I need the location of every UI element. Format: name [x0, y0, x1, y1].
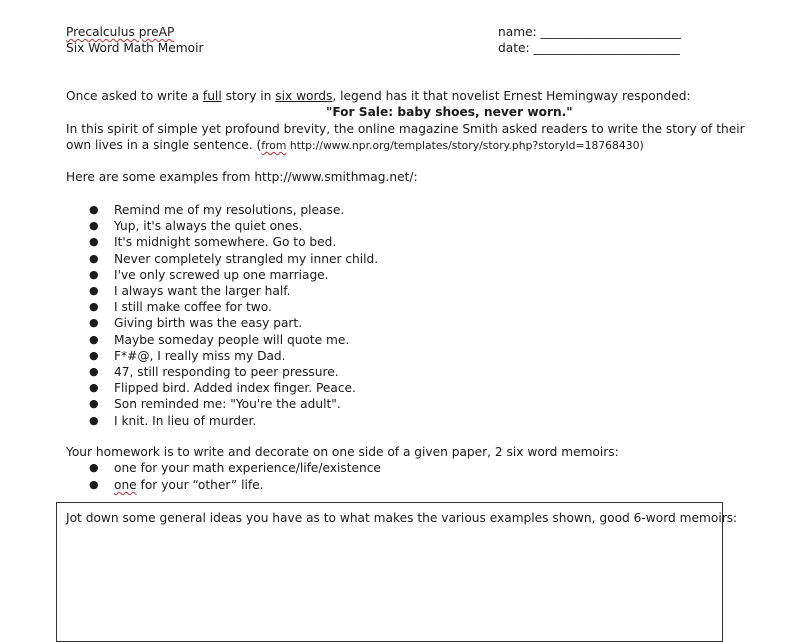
bullet-icon: ●: [89, 219, 99, 233]
intro-line-1-post: , legend has it that novelist Ernest Hemingway responded:: [332, 89, 691, 103]
answer-box-prompt: Jot down some general ideas you have as to what makes the various examples shown, good 6-word memoirs:: [66, 511, 738, 525]
assignment-title: Six Word Math Memoir: [66, 41, 204, 55]
bullet-icon: ●: [89, 332, 99, 346]
example-text: It's midnight somewhere. Go to bed.: [114, 235, 337, 250]
bullet-icon: ●: [89, 413, 99, 427]
intro-line-1-mid: story in: [221, 89, 276, 103]
bullet-icon: ●: [89, 365, 99, 378]
homework-item-text: [114, 478, 264, 492]
example-text: Giving birth was the easy part.: [114, 316, 303, 331]
bullet-icon: ●: [89, 397, 99, 411]
bullet-icon: ●: [89, 381, 99, 395]
intro-line-1-pre: Once asked to write a: [66, 89, 203, 103]
source-url: http://www.npr.org/templates/story/story.php?storyId=18768430): [286, 139, 644, 152]
examples-heading: Here are some examples from http://www.smithmag.net/:: [66, 170, 418, 184]
course-title-text: Precalculus preAP: [66, 25, 175, 39]
hemingway-quote: "For Sale: baby shoes, never worn.": [326, 105, 573, 119]
example-text: I always want the larger half.: [114, 284, 291, 298]
intro-word-from: from: [261, 139, 287, 152]
example-text: F*#@, I really miss my Dad.: [114, 348, 286, 363]
bullet-icon: ●: [89, 203, 99, 216]
homework-item-text: one for your math experience/life/existence: [114, 461, 381, 475]
intro-line-4-text: own lives in a single sentence. (: [66, 138, 262, 152]
homework-text: Your homework is to write and decorate on one side of a given paper, 2 six word memoirs:: [66, 445, 619, 459]
example-text: I knit. In lieu of murder.: [114, 413, 257, 428]
bullet-icon: ●: [89, 284, 99, 297]
example-text: Yup, it's always the quiet ones.: [114, 219, 303, 234]
intro-line-4: [66, 138, 644, 152]
example-text: Remind me of my resolutions, please.: [114, 203, 345, 217]
intro-word-six-words: six words: [275, 89, 333, 103]
example-text: Son reminded me: "You're the adult".: [114, 397, 341, 412]
bullet-icon: ●: [89, 316, 99, 330]
intro-word-full: full: [202, 89, 222, 103]
homework-item-rest: for your “other” life.: [136, 478, 264, 492]
answer-box[interactable]: [56, 502, 738, 642]
bullet-icon: ●: [89, 267, 99, 281]
intro-line-3: In this spirit of simple yet profound brevity, the online magazine Smith asked readers to write the story of their: [66, 122, 745, 136]
example-text: 47, still responding to peer pressure.: [114, 365, 339, 379]
bullet-icon: ●: [89, 478, 99, 491]
example-text: Flipped bird. Added index finger. Peace.: [114, 381, 356, 396]
course-title: [66, 25, 174, 39]
example-text: Never completely strangled my inner child.: [114, 251, 379, 266]
bullet-icon: ●: [89, 251, 99, 265]
example-text: Maybe someday people will quote me.: [114, 332, 350, 347]
bullet-icon: ●: [89, 348, 99, 362]
bullet-icon: ●: [89, 461, 99, 474]
intro-line-1: [66, 89, 691, 103]
bullet-icon: ●: [89, 235, 99, 249]
example-text: I still make coffee for two.: [114, 300, 272, 315]
bullet-icon: ●: [89, 300, 99, 314]
homework-item-word-one: one: [114, 478, 137, 492]
example-text: I've only screwed up one marriage.: [114, 267, 329, 282]
date-field: date: ________________________: [498, 41, 680, 55]
name-field: name: _______________________: [498, 25, 681, 39]
